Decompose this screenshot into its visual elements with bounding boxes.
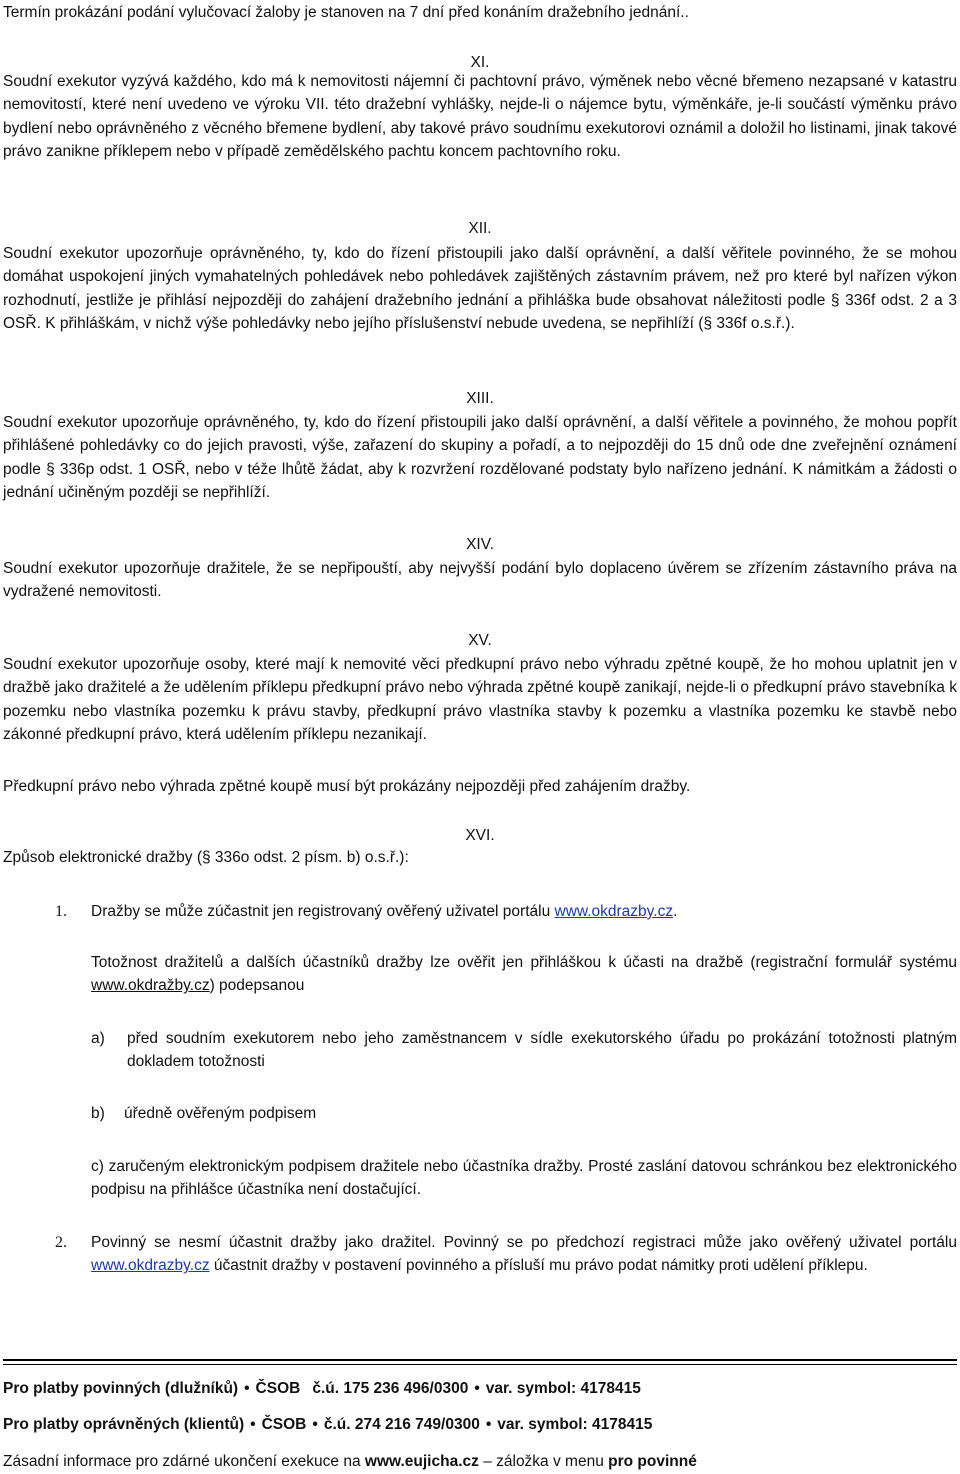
list-item-2-text-after: účastnit dražby v postavení povinného a přísluší mu právo podat námitky proti udělení příklepu. [209, 1257, 868, 1275]
list-item-1-text [91, 902, 677, 922]
section-xiii-text: Soudní exekutor upozorňuje oprávněného, ty, kdo do řízení přistoupili jako další oprávnění, a další věřitele a povinného, že mohou popřít přihlášené pohledávky co do jejich pravosti, výše, zařazení do skupiny a pořadí, a to nejpozději do 15 dnů ode dne zveřejnění oznámení podle § 336p odst. 1 OSŘ, nebo v téže lhůtě žádat, aby k rozvržení rozdělované podstaty bylo nařízeno jednání. K námitkám a žádosti o jednání učiněným později se nepřihlíží. [3, 414, 957, 502]
okdrazby-link[interactable]: www.okdrazby.cz [554, 903, 674, 920]
bullet-icon: • [312, 1416, 318, 1433]
section-xvi-intro: Způsob elektronické dražby (§ 336o odst. 2 písm. b) o.s.ř.): [3, 849, 409, 866]
footer-payment-debtors [3, 1379, 641, 1399]
section-heading-xiii: XIII. [466, 390, 494, 407]
bullet-icon: • [250, 1416, 256, 1433]
bullet-icon: • [244, 1380, 250, 1397]
footer-line2-symbol: var. symbol: 4178415 [497, 1416, 653, 1433]
footer-info-text-middle: – záložka v menu [478, 1453, 609, 1470]
section-xv-text: Soudní exekutor upozorňuje osoby, které mají k nemovité věci předkupní právo nebo výhradu zpětné koupě, že ho mohou uplatnit jen v dražbě jako dražitelé a že udělením příklepu předkupní právo nebo výhrada zpětné koupě zanikají, nejde-li o předkupní právo stavebníka k pozemku nebo vlastníka pozemku k právu stavby, předkupní právo vlastníka stavby k pozemku a vlastníka pozemku ke stavbě nebo zákonné předkupní právo, která udělením příklepu nezanikají. [3, 656, 957, 744]
bullet-icon: • [474, 1380, 480, 1397]
footer-line1-symbol: var. symbol: 4178415 [485, 1380, 641, 1397]
footer-line2-account: č.ú. 274 216 749/0300 [323, 1416, 480, 1433]
subitem-c-text: c) zaručeným elektronickým podpisem dražitele nebo účastníka dražby. Prosté zaslání datovou schránkou bez elektronického podpisu na přihlášce účastníka není dostačující. [91, 1158, 957, 1199]
bullet-icon: • [485, 1416, 492, 1433]
list-number-2: 2. [55, 1234, 67, 1251]
list-item-1-identity-paragraph [91, 951, 957, 998]
footer-rule-top [3, 1359, 957, 1361]
footer-menu-label: pro povinné [608, 1453, 697, 1470]
list-item-2-text-before: Povinný se nesmí účastnit dražby jako dražitel. Povinný se po předchozí registraci může jako ověřený uživatel portálu [91, 1234, 957, 1251]
section-heading-xvi: XVI. [465, 827, 495, 844]
section-xii-text: Soudní exekutor upozorňuje oprávněného, ty, kdo do řízení přistoupili jako další oprávnění, a další věřitele povinného, že se mohou domáhat uspokojení jiných vymahatelných pohledávek nebo pohledávek zajištěných zástavním právem, než pro které byl nařízen výkon rozhodnutí, jestliže je přihlásí nejpozději do zahájení dražebního jednání a přihláška bude obsahovat náležitosti podle § 336f odst. 2 a 3 OSŘ. K přihláškám, v nichž výše pohledávky nebo jejího příslušenství nebude uvedena, se nepřihlíží (§ 336f o.s.ř.). [3, 245, 957, 333]
section-xi-text: Soudní exekutor vyzývá každého, kdo má k nemovitosti nájemní či pachtovní právo, výměnek nebo věcné břemeno nezapsané v katastru nemovitostí, které není uvedeno ve výroku VII. této dražební vyhlášky, nejde-li o nájemce bytu, výměnkáře, je-li součástí výměnku právo bydlení nebo oprávněného z věcného břemene bydlení, aby takové právo soudnímu exekutorovi oznámil a doložil ho listinami, jinak takové právo zanikne příklepem nebo v případě zemědělského pachtu koncem pachtovního roku. [3, 73, 957, 161]
footer-payment-clients [3, 1415, 652, 1435]
footer-info-line [3, 1452, 697, 1472]
footer-line2-label: Pro platby oprávněných (klientů) [3, 1416, 245, 1433]
footer-info-text-before: Zásadní informace pro zdárné ukončení exekuce na [3, 1453, 365, 1470]
footer-line1-bank: ČSOB [255, 1380, 301, 1397]
okdrazby-link-2[interactable]: www.okdrazby.cz [91, 1257, 210, 1275]
identity-text-after: ) podepsanou [209, 977, 305, 995]
subitem-a-text: před soudním exekutorem nebo jeho zaměstnancem v sídle exekutorského úřadu po prokázání totožnosti platným dokladem totožnosti [127, 1030, 957, 1071]
subitem-b-text: úředně ověřeným podpisem [124, 1105, 317, 1122]
list-number-1: 1. [55, 903, 67, 920]
subitem-b-label: b) [91, 1105, 105, 1122]
footer-line2-bank: ČSOB [261, 1416, 307, 1433]
identity-text-before: Totožnost dražitelů a dalších účastníků dražby lze ověřit jen přihláškou k účasti na dražbě (registrační formulář systému [91, 954, 957, 971]
list-item-1-text-after: . [673, 903, 678, 920]
footer-rule-bottom [3, 1364, 957, 1365]
section-xv-text2: Předkupní právo nebo výhrada zpětné koupě musí být prokázány nejpozději před zahájením dražby. [3, 778, 691, 795]
section-heading-xv: XV. [468, 632, 492, 649]
footer-line1-account: č.ú. 175 236 496/0300 [312, 1380, 469, 1397]
section-xiv-text: Soudní exekutor upozorňuje dražitele, že se nepřipouští, aby nejvyšší podání bylo doplaceno úvěrem se zřízením zástavního práva na vydražené nemovitosti. [3, 560, 957, 601]
section-heading-xiv: XIV. [466, 536, 494, 553]
section-heading-xi: XI. [470, 54, 490, 71]
footer-line1-label: Pro platby povinných (dlužníků) [3, 1380, 239, 1397]
subitem-a-label: a) [91, 1030, 105, 1047]
list-item-1-text-before: Dražby se může zúčastnit jen registrovaný ověřený uživatel portálu [91, 903, 555, 920]
footer-site[interactable]: www.eujicha.cz [364, 1453, 479, 1470]
intro-line: Termín prokázání podání vylučovací žaloby je stanoven na 7 dní před konáním dražebního jednání.. [3, 4, 689, 21]
registration-url: www.okdražby.cz [91, 977, 210, 995]
list-item-2-text [91, 1231, 957, 1278]
section-heading-xii: XII. [468, 220, 492, 237]
